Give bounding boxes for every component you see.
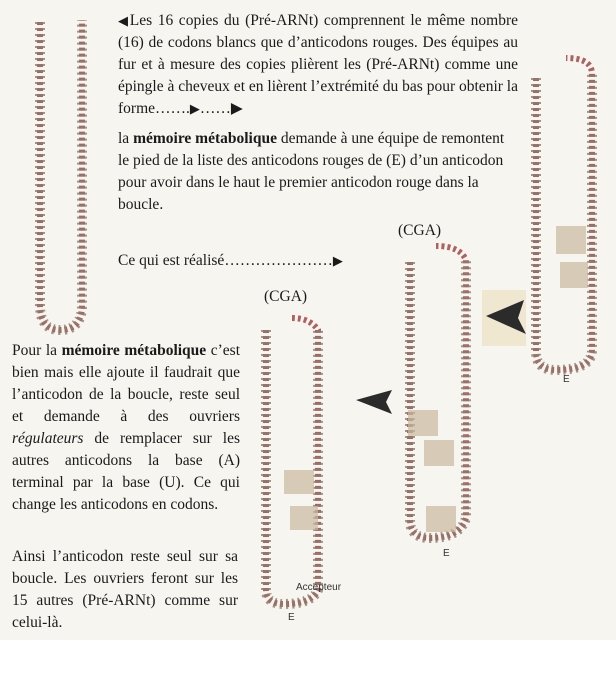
paragraph-regulateurs [12, 340, 240, 516]
right-arrow-glyph: ▶ [332, 253, 343, 268]
left-arrow-glyph: ◀ [118, 13, 130, 28]
paragraph-regulateurs-start: Pour la [12, 342, 62, 359]
paragraph-realise-text: Ce qui est réalisé………………… [118, 252, 333, 269]
label-accepteur: Accepteur [296, 582, 342, 593]
label-cga-middle: (CGA) [264, 288, 308, 305]
paragraph-regulateurs-bold: mémoire métabolique [61, 342, 207, 359]
paragraph-ainsi-text: Ainsi l’anticodon reste seul sur sa boucle. Les ouvriers feront sur les 15 autres (Pré-ARNt) comme sur celui-là. [12, 548, 238, 631]
paragraph-memoire-bold: mémoire métabolique [133, 130, 277, 147]
paragraph-copies-end: ……▶ [199, 100, 243, 117]
label-e-right: E [563, 374, 570, 385]
paragraph-regulateurs-mid: c’est bien mais elle ajoute il faudrait que l’anticodon de la boucle, reste seul et demande à des ouvriers [12, 342, 241, 425]
paragraph-regulateurs-end: de remplacer sur les autres anticodons la base (A) terminal par la base (U). Ce qui change les anticodons en codons. [12, 430, 240, 513]
paragraph-memoire-text: demande à une équipe de remontent le pied de la liste des anticodons rouges de (E) d’un anticodon pour avoir dans le haut le premier anticodon rouge dans la boucle. [118, 130, 505, 213]
paragraph-ainsi [12, 546, 238, 634]
label-e-middle: E [288, 612, 295, 623]
label-cga-right: (CGA) [398, 222, 442, 239]
paragraph-copies-text: Les 16 copies du (Pré-ARNt) comprennent le même nombre (16) de codons blancs que d’anticodons rouges. Des équipes au fur et à mesure des copies plièrent les (Pré-ARNt) comme une épingle à cheveux et en lièrent l’extrémité du bas pour obtenir la forme……. [118, 12, 519, 117]
paragraph-realise [118, 250, 388, 272]
paragraph-memoire-start: la [118, 130, 134, 147]
right-arrow-glyph: ▶ [189, 101, 200, 116]
paragraph-copies [118, 10, 518, 120]
paragraph-regulateurs-italic: régulateurs [12, 430, 84, 447]
label-e-center: E [443, 548, 450, 559]
paragraph-memoire [118, 128, 510, 216]
